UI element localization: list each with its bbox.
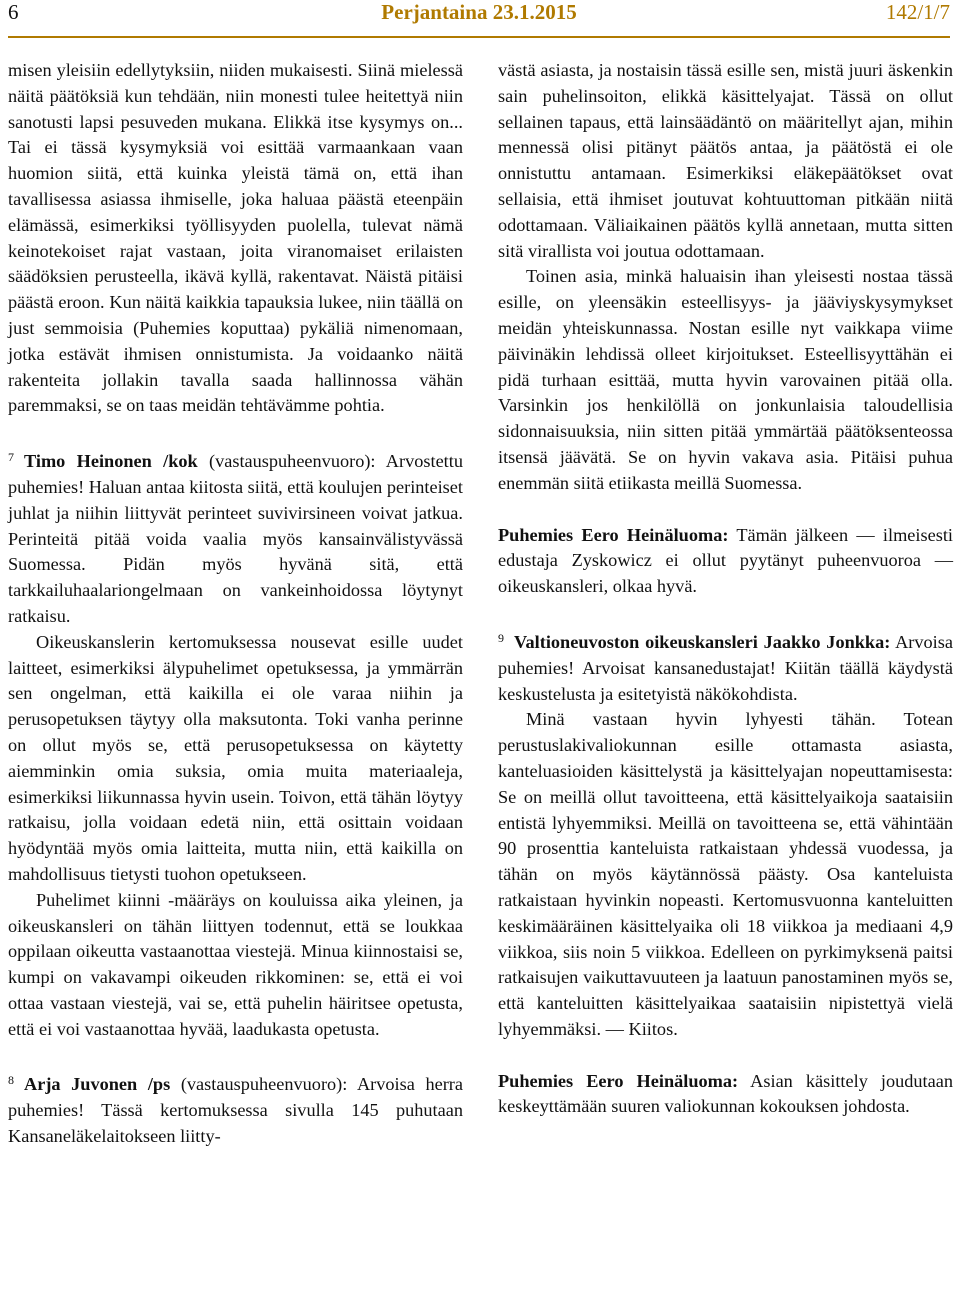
header-rule <box>8 36 950 38</box>
speaker-name: Puhemies Eero Heinäluoma: <box>498 524 729 545</box>
paragraph: västä asiasta, ja nostaisin tässä esille sen, mistä juuri äskenkin sain puhelinsoiton, elikkä käsittelyajat. Tässä on ollut sellainen tapaus, että lainsäädäntö on määritellyt ajan, mihin mennessä olisi pitänyt päätös antaa, ja päätöstä ei ole onnistuttu antamaan. Esimerkiksi eläkepäätökset ovat sellaisia, että ihmiset joutuvat kohtuuttoman pitkään niitä odottamaan. Väliaikainen päätös kyllä annetaan, mutta sitten sitä virallista voi joutua odottamaan. <box>498 60 953 261</box>
session-date: Perjantaina 23.1.2015 <box>381 0 577 24</box>
paragraph: Minä vastaan hyvin lyhyesti tähän. Totean perustuslakivaliokunnan esille ottamasta asiasta, kanteluasioiden käsittelystä ja käsittelyajan nopeuttamisesta: Se on meillä ollut tavoitteena, että käsittelyaikoja saataisiin entistä lyhyemmiksi. Meillä on tavoitteena se, että vähintään 90 prosenttia kanteluista ratkaistaan yhdessä vuodessa, ja tähän on myös käytännössä päästy. Osa kanteluista ratkaistaan hyvinkin nopeasti. Kertomusvuonna kanteluitten keskimääräinen käsittelyaika oli 18 viikkoa ja mediaani 4,9 viikkoa, siis noin 5 viikkoa. Edelleen on pyrkimyksenä paitsi ratkaisujen vaikuttavuuteen ja laatuun panostaminen myös se, että kanteluitten käsittelyaikaa saataisiin nipistettyä vielä lyhyemmäksi. — Kiitos. <box>498 709 953 1039</box>
speech-text: Tämän jälkeen — ilmeisesti edustaja Zyskowicz ei ollut pyytänyt puheenvuoroa — oikeuskansleri, olkaa hyvä. <box>498 524 954 597</box>
speech-text: (vastauspuheenvuoro): Arvostettu puhemies! Haluan antaa kiitosta siitä, että koulujen perinteiset juhlat ja niihin liittyvät perinteet suvivirsineen voivat jatkua. Perinteitä pitää voida vaalia myös kansainvälistyvässä Suomessa. Pidän myös hyvänä sitä, että tarkkailuhaalariongelmaan on vankeinhoidossa löytynyt ratkaisu. <box>8 451 463 626</box>
session-code: 142/1/7 <box>885 0 950 24</box>
speech-number: 8 <box>8 1073 14 1088</box>
speech-text: Asian käsittely joudutaan keskeyttämään suuren valiokunnan kokouksen johdosta. <box>498 1070 954 1117</box>
speaker-name: Timo Heinonen /kok <box>24 451 198 472</box>
speech-entry <box>498 523 953 600</box>
speech-number: 9 <box>498 630 504 645</box>
page-number: 6 <box>8 0 19 24</box>
speech-entry <box>8 445 463 630</box>
speech-text: Arvoisa puhemies! Arvoisat kansanedustajat! Kiitän täällä käydystä keskustelusta ja esitetyistä näkökohdista. <box>498 631 953 704</box>
speaker-name: Puhemies Eero Heinäluoma: <box>498 1070 739 1091</box>
speech-entry <box>8 1068 463 1149</box>
speaker-name: Valtioneuvoston oikeuskansleri Jaakko Jonkka: <box>514 631 891 652</box>
right-column <box>498 58 953 1120</box>
speech-text: (vastauspuheenvuoro): Arvoisa herra puhemies! Tässä kertomuksessa sivulla 145 puhutaan Kansaneläkelaitokseen liitty- <box>8 1074 464 1147</box>
speech-entry <box>498 626 953 707</box>
speech-number: 7 <box>8 450 14 465</box>
page-header <box>8 0 950 32</box>
paragraph: Toinen asia, minkä haluaisin ihan yleisesti nostaa tässä esille, on yleensäkin esteellisyys- ja jääviyskysymykset meidän yhteiskunnassa. Nostan esille nyt vaikkapa viime päivinäkin lehdissä olleet kirjoitukset. Esteellisyyttähän ei pidä turhaan esittää, mutta hyvin varovainen pitää olla. Varsinkin jos henkilöllä on jonkunlaisia taloudellisia sidonnaisuuksia, niin sitten pitää ymmärtää päätöksenteossa itsensä jäävätä. Se on hyvin vakava asia. Pitäisi puhua enemmän siitä etiikasta meillä Suomessa. <box>498 266 953 493</box>
paragraph: Oikeuskanslerin kertomuksessa nousevat esille uudet laitteet, esimerkiksi älypuhelimet opetuksessa, ja ymmärrän sen ongelman, että kaikilla ei ole varaa niihin ja perusopetuksen täytyy olla maksutonta. Toki vanha perinne on ollut myös se, että perusopetuksessa on käytetty aiemminkin omia suksia, omia muita materiaaleja, esimerkiksi liikunnassa hyvin usein. Toivon, että tähän löytyy ratkaisu, jolla voidaan edetä niin, että osittain voidaan hyödyntää myös omia laitteita, mutta niin, että kaikilla on mahdollisuus tietysti tuohon opetukseen. <box>8 631 463 884</box>
speaker-name: Arja Juvonen /ps <box>24 1074 171 1095</box>
paragraph: misen yleisiin edellytyksiin, niiden mukaisesti. Siinä mielessä näitä päätöksiä kun tehdään, niin monesti tulee heitettyä niin sanotusti lapsi pesuveden mukana. Elikkä itse kysymys on... Tai ei tässä kysymyksiä voi esittää varmaankaan vaan huomion siitä, että kuinka yleistä tämä on, että ihan tavallisessa asiassa ihmiselle, joka haluaa päästä eteenpäin elämässä, esimerkiksi työllisyyden puolella, tulevat nämä keinotekoiset rajat vastaan, joita viranomaiset erilaisten säädöksien perusteella, ikävä kyllä, rakentavat. Näistä pitäisi päästä eroon. Kun näitä kaikkia tapauksia lukee, niin täällä on just semmoisia (Puhemies koputtaa) pykäliä nimenomaan, jotka estävät ihmisen onnistumista. Ja voidaanko näitä rakenteita jollakin tavalla saada hallinnossa vähän paremmaksi, se on taas meidän tehtävämme pohtia. <box>8 60 463 416</box>
left-column <box>8 58 463 1150</box>
paragraph: Puhelimet kiinni -määräys on kouluissa aika yleinen, ja oikeuskansleri on tähän liittyen todennut, että se loukkaa oppilaan oikeutta vastaanottaa viestejä. Minua kiinnostaisi se, kumpi on vakavampi oikeuden rikkominen: se, että ei voi ottaa vastaan viestejä, vai se, että puhelin häiritsee opetusta, että ei voi vastaanottaa hyvää, laadukasta opetusta. <box>8 889 463 1039</box>
speech-entry <box>498 1069 953 1121</box>
